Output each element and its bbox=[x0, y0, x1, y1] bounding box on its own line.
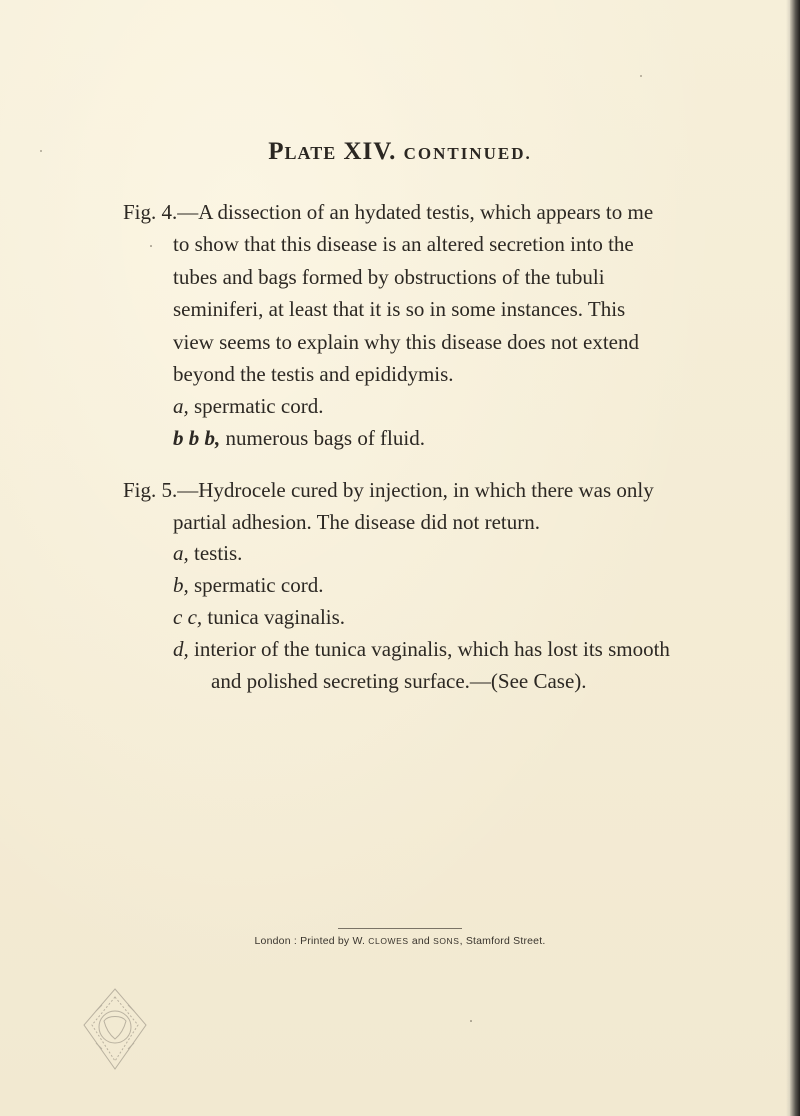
paper-speck bbox=[470, 1020, 472, 1022]
continued-label: CONTINUED. bbox=[403, 144, 532, 163]
library-stamp-icon bbox=[74, 985, 156, 1073]
imprint-middle: and bbox=[408, 935, 434, 947]
plate-number: XIV. bbox=[343, 138, 397, 165]
description-line: tubes and bags formed by obstructions of the tubuli bbox=[173, 264, 605, 289]
item-text: interior of the tunica vaginalis, which has lost its smooth bbox=[194, 637, 670, 661]
figure-5-item-a bbox=[173, 537, 242, 569]
item-text: numerous bags of fluid. bbox=[225, 426, 425, 450]
figure-5-item-c bbox=[173, 601, 345, 633]
figure-4-description bbox=[123, 196, 713, 390]
item-text: spermatic cord. bbox=[194, 573, 324, 597]
item-label: b b b, bbox=[173, 426, 221, 450]
imprint-sons: SONS bbox=[433, 936, 460, 946]
item-label: c c, bbox=[173, 605, 203, 629]
imprint-suffix: , Stamford Street. bbox=[459, 935, 546, 947]
plate-word: Plate bbox=[268, 138, 337, 165]
description-line: —A dissection of an hydated testis, which appears to me bbox=[177, 200, 654, 224]
item-label: d, bbox=[173, 637, 189, 661]
printer-imprint bbox=[0, 935, 800, 947]
description-line: seminiferi, at least that it is so in some instances. This bbox=[173, 297, 626, 322]
item-text: testis. bbox=[194, 541, 243, 565]
description-line: view seems to explain why this disease does not extend bbox=[173, 329, 639, 354]
item-text: tunica vaginalis. bbox=[207, 605, 346, 629]
figure-5-item-d bbox=[173, 633, 670, 698]
item-label: a, bbox=[173, 541, 189, 565]
figure-label: Fig. 5. bbox=[123, 478, 178, 502]
imprint-rule bbox=[338, 928, 462, 929]
description-line: —Hydrocele cured by injection, in which there was only bbox=[177, 478, 654, 502]
item-label: b, bbox=[173, 573, 189, 597]
description-line: to show that this disease is an altered secretion into the bbox=[173, 232, 634, 257]
figure-4-item-b bbox=[173, 422, 425, 454]
item-text: spermatic cord. bbox=[194, 394, 324, 418]
imprint-prefix: London : Printed by W. bbox=[254, 935, 369, 947]
paper-speck bbox=[640, 75, 642, 77]
figure-5-item-b bbox=[173, 569, 323, 601]
item-text-continuation: and polished secreting surface.—(See Case). bbox=[211, 669, 587, 694]
figure-4-item-a bbox=[173, 390, 323, 422]
page-edge bbox=[790, 0, 800, 1116]
figure-5-description bbox=[123, 474, 713, 539]
description-line: beyond the testis and epididymis. bbox=[173, 362, 454, 387]
figure-label: Fig. 4. bbox=[123, 200, 178, 224]
page-title bbox=[0, 138, 800, 166]
imprint-printer-name: CLOWES bbox=[368, 936, 409, 946]
description-line: partial adhesion. The disease did not return. bbox=[173, 510, 541, 535]
item-label: a, bbox=[173, 394, 189, 418]
